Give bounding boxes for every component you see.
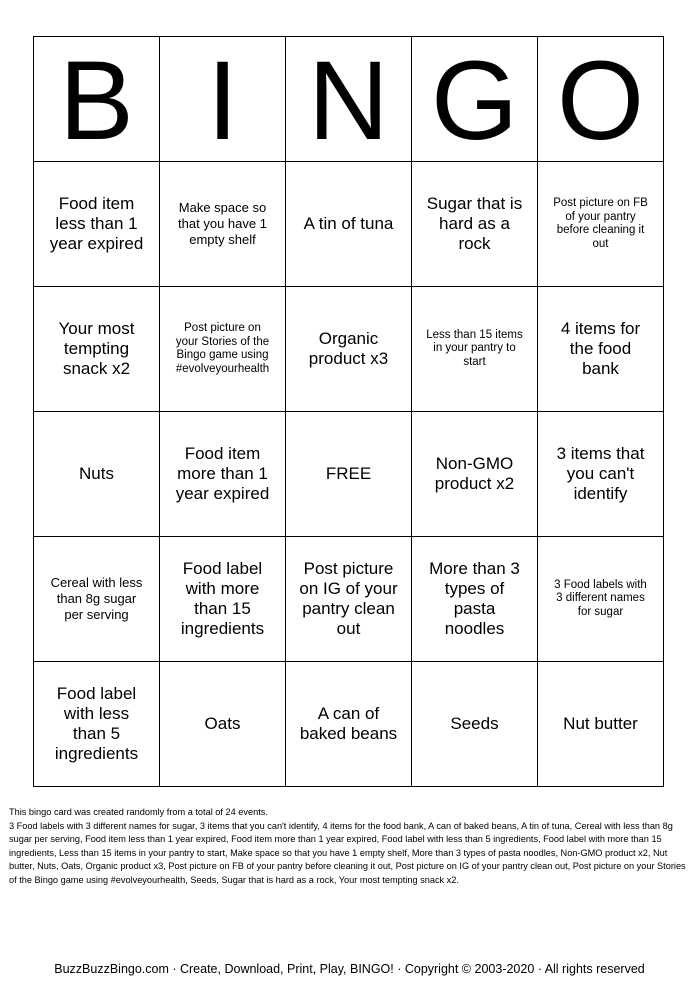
bingo-cell[interactable] (286, 287, 412, 412)
bingo-cell[interactable] (538, 162, 664, 287)
bingo-cell[interactable] (160, 662, 286, 787)
bingo-cell[interactable] (538, 537, 664, 662)
bingo-row (34, 162, 664, 287)
header-letter-n: N (286, 37, 412, 162)
bingo-row (34, 662, 664, 787)
cell-text: Less than 15 items in your pantry to start (426, 328, 523, 368)
cell-text: Make space so that you have 1 empty shelf (178, 200, 267, 247)
bingo-cell[interactable] (34, 412, 160, 537)
bingo-cell[interactable] (412, 287, 538, 412)
bingo-cell[interactable] (34, 162, 160, 287)
card-info-summary: This bingo card was created randomly from a total of 24 events. (9, 807, 268, 817)
cell-text: Post picture on FB of your pantry before cleaning it out (553, 197, 648, 250)
cell-text: A tin of tuna (303, 214, 394, 233)
bingo-cell[interactable] (160, 162, 286, 287)
card-info-event-list: 3 Food labels with 3 different names for sugar, 3 items that you can't identify, 4 items for the food bank, A can of baked beans, A tin of tuna, Cereal with less than 8g sugar per serving, Food item less than 1 year expired, Food item more than 1 year expired, Food label with less than 5 ingredients, Food label with more than 15 ingredients, Less than 15 items in your pantry to start, Make space so that you have 1 empty shelf, More than 3 types of pasta noodles, Non-GMO product x2, Nut butter, Nuts, Oats, Organic product x3, Post picture on FB of your pantry before cleaning it out, Post picture on IG of your pantry clean out, Post picture on your Stories of the Bingo game using #evolveyourhealth, Seeds, Sugar that is hard as a rock, Your most tempting snack x2. (9, 820, 686, 885)
cell-text: 3 items that you can't identify (556, 444, 645, 503)
bingo-cell[interactable] (160, 537, 286, 662)
cell-text: Seeds (450, 714, 499, 733)
cell-text: Cereal with less than 8g sugar per serving (50, 575, 143, 622)
cell-text: A can of baked beans (299, 704, 398, 743)
bingo-cell[interactable] (160, 287, 286, 412)
cell-text: More than 3 types of pasta noodles (429, 559, 520, 638)
cell-text: Nuts (79, 464, 114, 483)
bingo-cell[interactable] (34, 537, 160, 662)
bingo-cell[interactable] (160, 412, 286, 537)
header-letter-g: G (412, 37, 538, 162)
cell-text: Post picture on IG of your pantry clean out (299, 559, 398, 638)
cell-text: Food item more than 1 year expired (175, 444, 270, 503)
header-row (34, 37, 664, 162)
cell-text: Food label with less than 5 ingredients (54, 684, 139, 763)
cell-text: Food item less than 1 year expired (49, 194, 144, 253)
header-letter-i: I (160, 37, 286, 162)
bingo-cell[interactable] (412, 662, 538, 787)
cell-text: 4 items for the food bank (560, 319, 641, 378)
cell-text: Sugar that is hard as a rock (426, 194, 523, 253)
free-space-cell[interactable] (286, 412, 412, 537)
cell-text: Oats (204, 714, 241, 733)
cell-text: 3 Food labels with 3 different names for sugar (554, 578, 647, 618)
bingo-cell[interactable] (286, 662, 412, 787)
header-letter-o: O (538, 37, 664, 162)
bingo-cell[interactable] (286, 537, 412, 662)
cell-text: Nut butter (563, 714, 638, 733)
cell-text: Organic product x3 (308, 329, 389, 368)
cell-text: Non-GMO product x2 (434, 454, 515, 493)
bingo-cell[interactable] (34, 287, 160, 412)
site-footer: BuzzBuzzBingo.com · Create, Download, Print, Play, BINGO! · Copyright © 2003-2020 · All rights reserved (54, 962, 645, 976)
bingo-cell[interactable] (286, 162, 412, 287)
bingo-cell[interactable] (538, 412, 664, 537)
bingo-card (33, 36, 664, 787)
bingo-cell[interactable] (412, 537, 538, 662)
cell-text: Post picture on your Stories of the Bingo game using #evolveyourhealth (175, 322, 270, 375)
card-info (9, 806, 691, 887)
cell-text: Your most tempting snack x2 (58, 319, 135, 378)
bingo-cell[interactable] (34, 662, 160, 787)
bingo-cell[interactable] (538, 287, 664, 412)
bingo-cell[interactable] (538, 662, 664, 787)
cell-text: FREE (325, 464, 372, 483)
bingo-row (34, 537, 664, 662)
bingo-row (34, 287, 664, 412)
bingo-row (34, 412, 664, 537)
header-letter-b: B (34, 37, 160, 162)
cell-text: Food label with more than 15 ingredients (180, 559, 265, 638)
bingo-cell[interactable] (412, 162, 538, 287)
bingo-cell[interactable] (412, 412, 538, 537)
